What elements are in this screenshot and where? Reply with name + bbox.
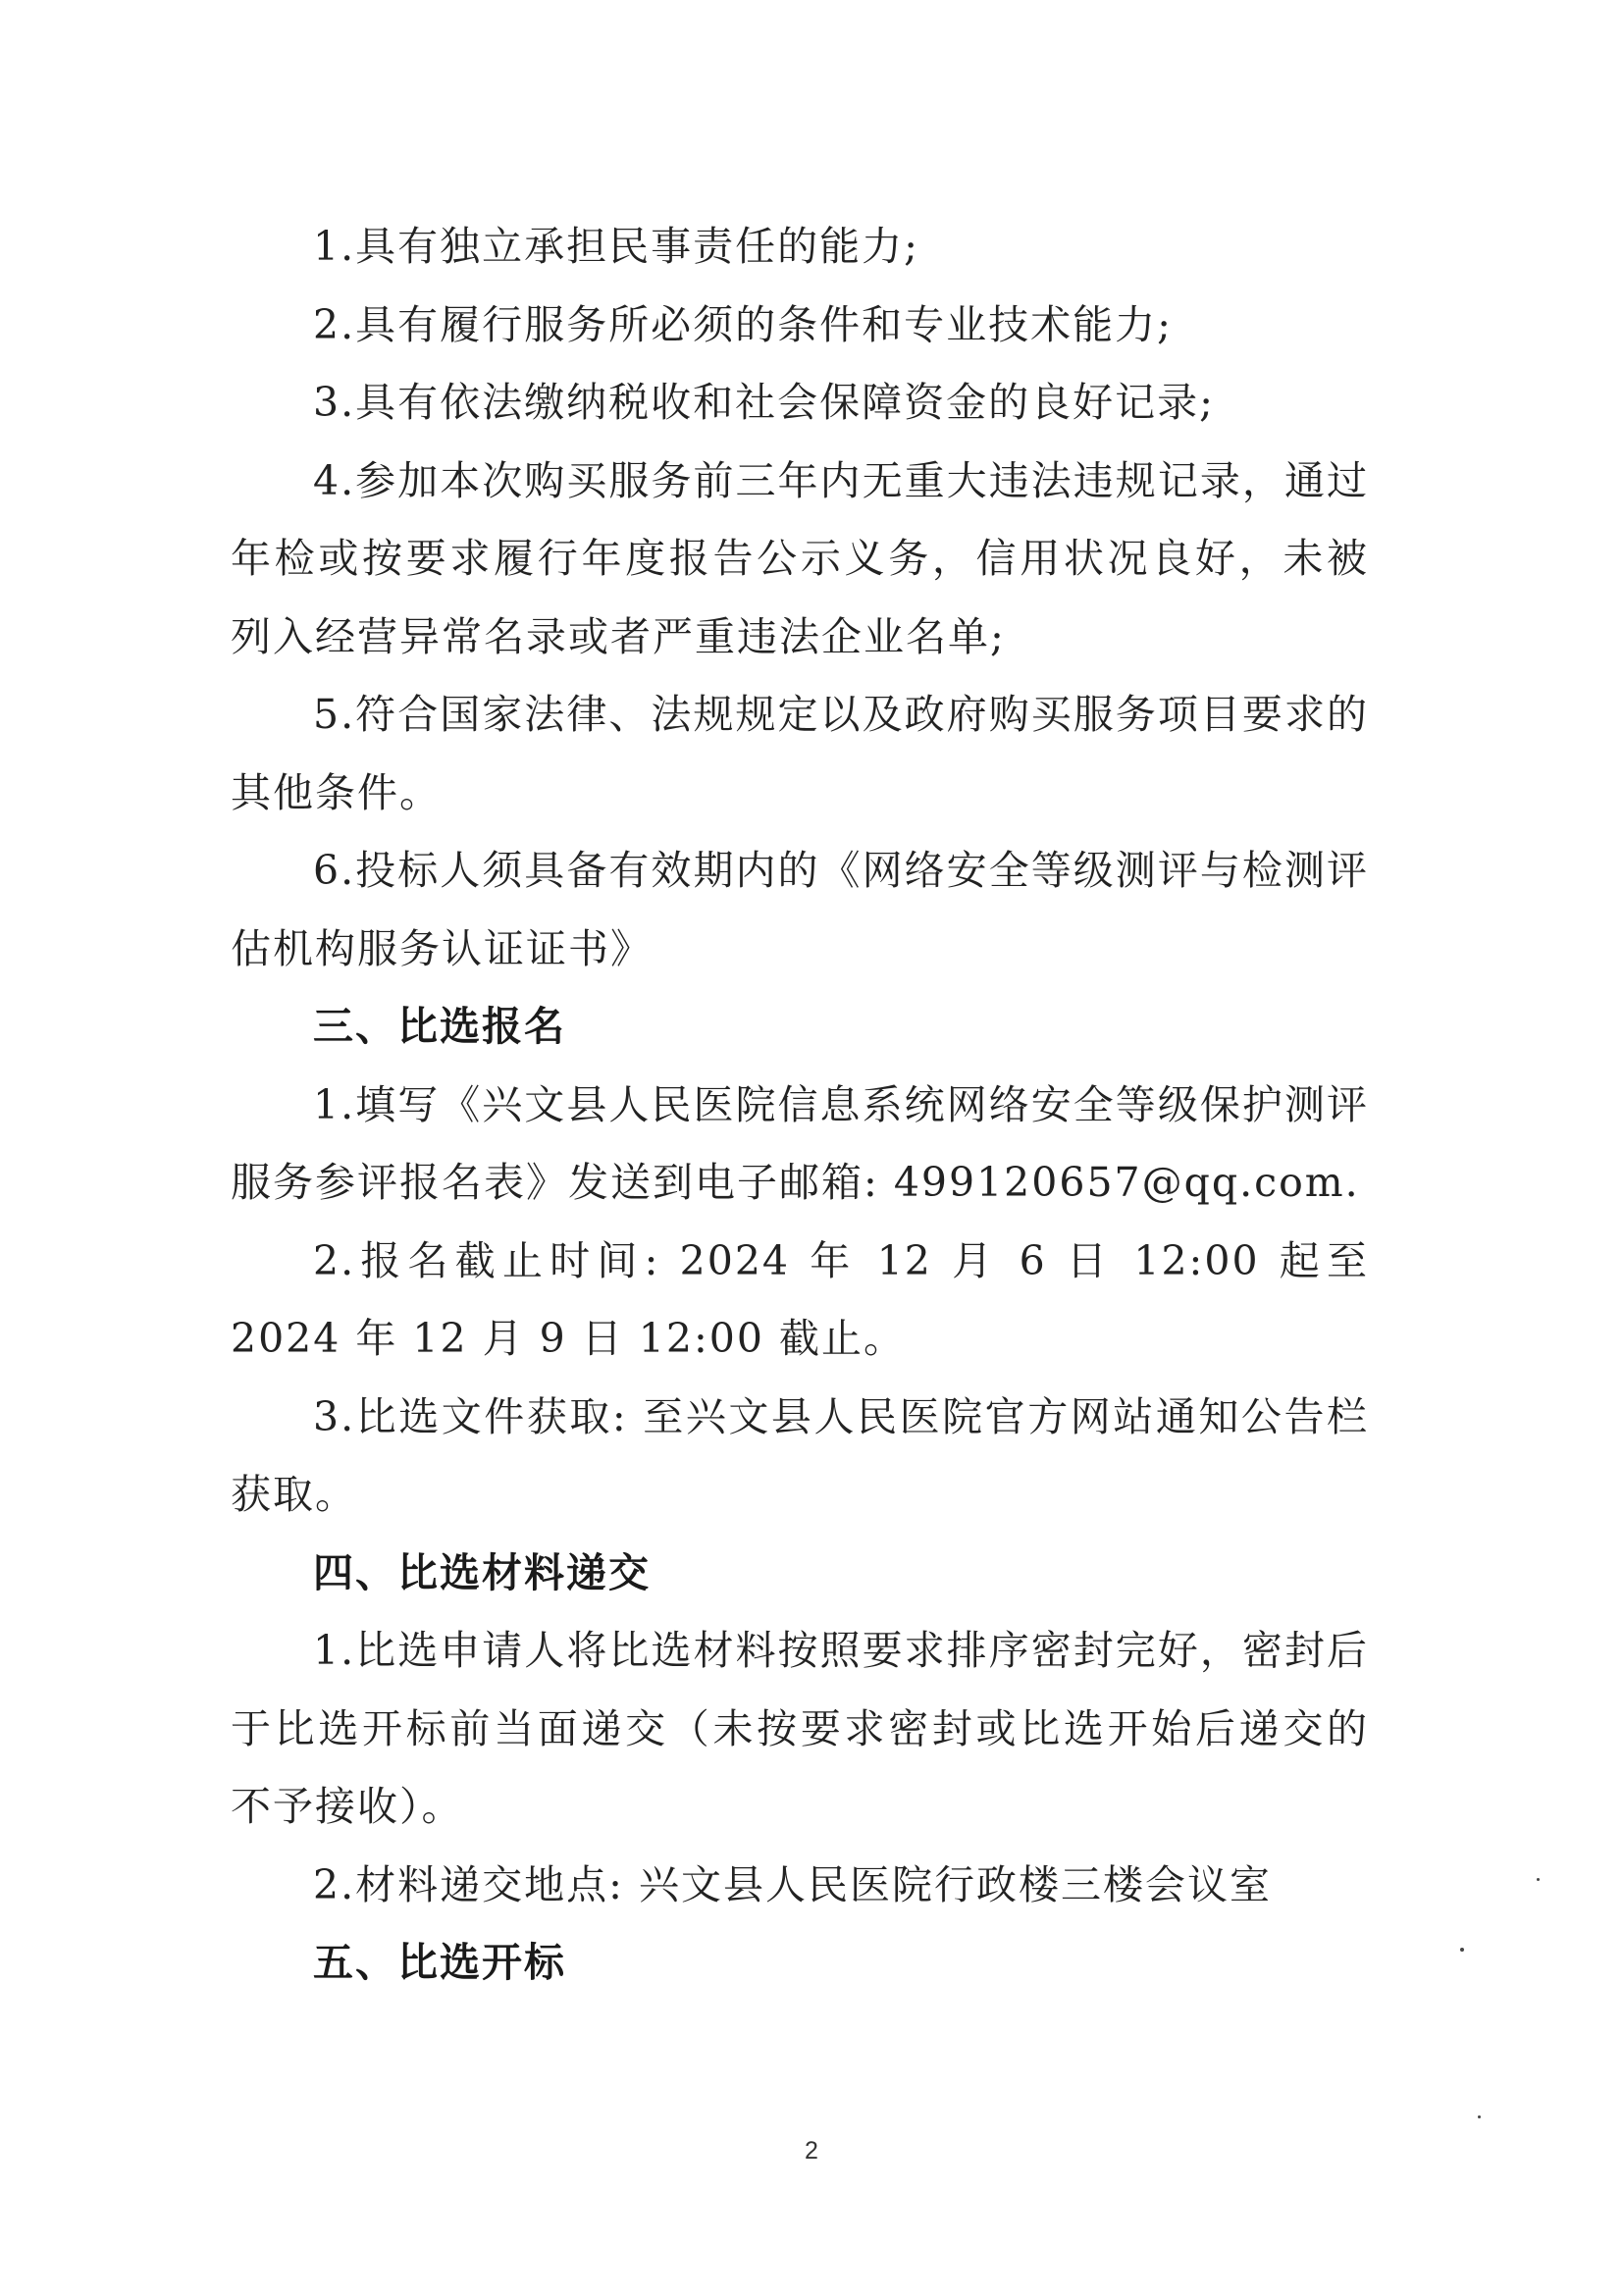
requirement-item-3: 3.具有依法缴纳税收和社会保障资金的良好记录; [313,379,1215,426]
section-heading-submission: 四、比选材料递交 [313,1548,651,1596]
document-body [231,208,1369,2003]
scan-speck [1478,2115,1481,2118]
requirement-item-1: 1.具有独立承担民事责任的能力; [313,223,919,270]
submission-item-1: 1.比选申请人将比选材料按照要求排序密封完好，密封后于比选开标前当面递交（未按要求密封或比选开始后递交的不予接收）。 [231,1627,1369,1830]
scan-speck [1537,1878,1540,1881]
registration-item-2: 2.报名截止时间: 2024 年 12 月 6 日 12:00 起至 2024 年 12 月 9 日 12:00 截止。 [231,1236,1369,1362]
section-heading-registration: 三、比选报名 [313,1003,566,1050]
requirement-item-2: 2.具有履行服务所必须的条件和专业技术能力; [313,300,1173,348]
section-heading-bid-opening: 五、比选开标 [313,1939,566,1986]
registration-item-1: 1.填写《兴文县人民医院信息系统网络安全等级保护测评服务参评报名表》发送到电子邮箱: 499120657@qq.com. [231,1080,1369,1206]
scan-speck [1460,1948,1464,1952]
submission-item-2: 2.材料递交地点: 兴文县人民医院行政楼三楼会议室 [313,1860,1272,1908]
requirement-item-4: 4.参加本次购买服务前三年内无重大违法违规记录，通过年检或按要求履行年度报告公示义务，信用状况良好，未被列入经营异常名录或者严重违法企业名单; [231,456,1369,660]
page-number: 2 [805,2137,818,2165]
registration-item-3: 3.比选文件获取: 至兴文县人民医院官方网站通知公告栏获取。 [231,1392,1369,1518]
requirement-item-6: 6.投标人须具备有效期内的《网络安全等级测评与检测评估机构服务认证证书》 [231,847,1369,972]
requirement-item-5: 5.符合国家法律、法规规定以及政府购买服务项目要求的其他条件。 [231,691,1369,816]
